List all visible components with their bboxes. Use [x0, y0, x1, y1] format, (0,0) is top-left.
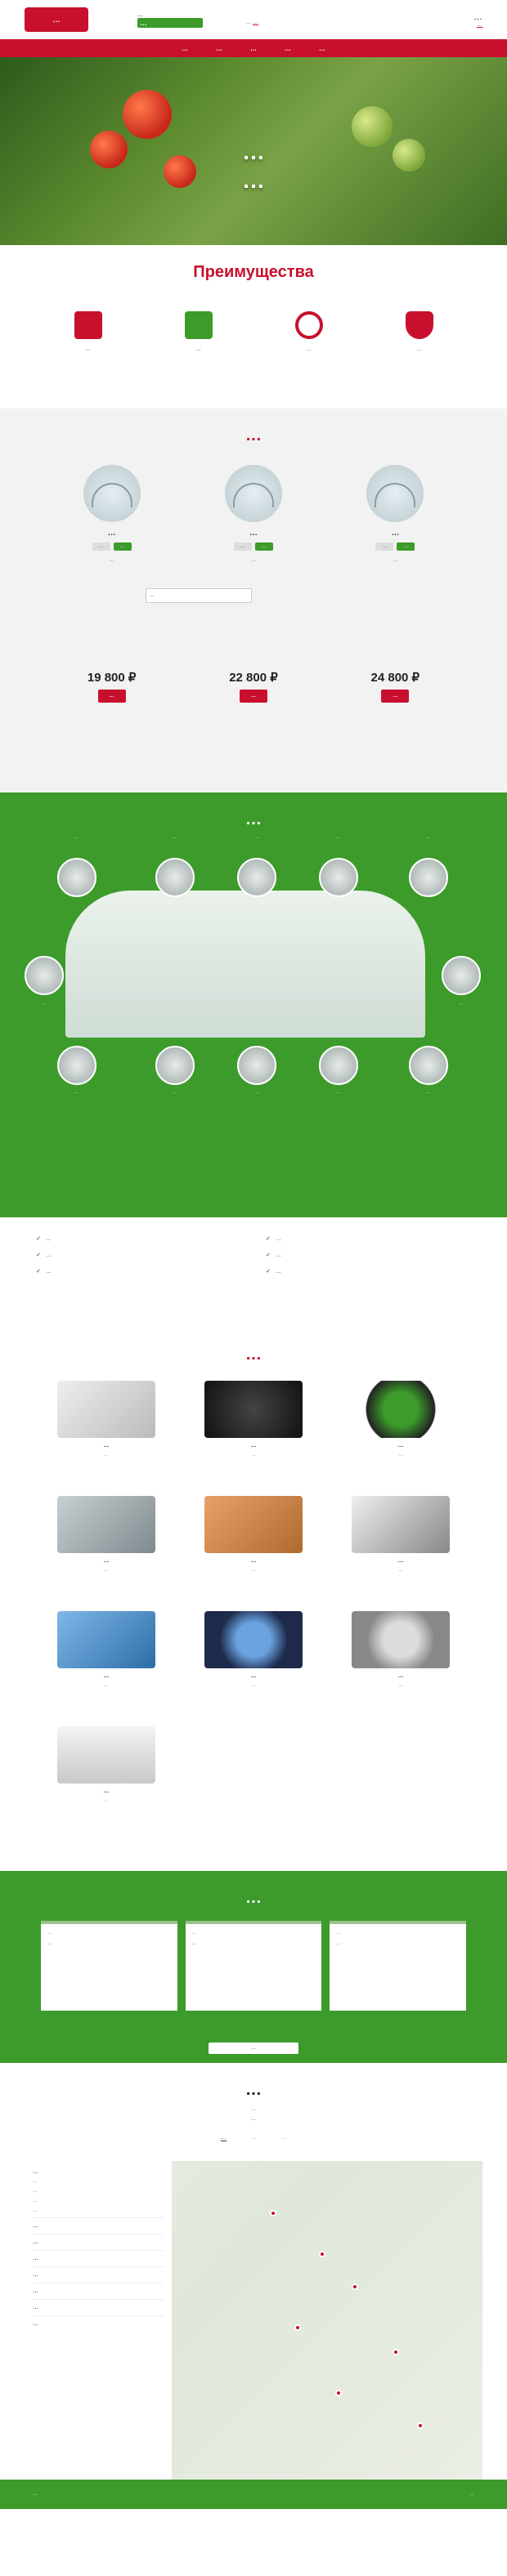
advantage-text: … [306, 346, 312, 352]
garden-beds-image [57, 1496, 155, 1553]
detail-label: … [254, 835, 259, 840]
extra-name: … [103, 1673, 110, 1679]
review-header: … [336, 1931, 342, 1935]
standard-toggle[interactable]: … [375, 542, 393, 551]
extras-section [0, 1328, 507, 1871]
advantage-item [268, 311, 350, 354]
review-header: … [47, 1931, 52, 1935]
hero-title-line1: … [242, 139, 265, 164]
extra-item [335, 1611, 466, 1715]
review-header: … [191, 1931, 197, 1935]
galvanized-tape-image [352, 1611, 450, 1668]
drip-system-image [204, 1381, 303, 1438]
advantages-title: Преимущества [193, 263, 314, 281]
features-right-list [266, 1235, 471, 1284]
copyright: … [33, 2492, 38, 2497]
map-pin-icon[interactable] [352, 2284, 358, 2290]
model-description: … [393, 558, 398, 563]
review-card [41, 1921, 177, 2011]
city-select[interactable] [245, 20, 258, 25]
extra-item [41, 1496, 172, 1600]
lux-toggle[interactable]: … [114, 542, 132, 551]
detail-circle [319, 1046, 358, 1085]
tab-ryazan[interactable]: … [250, 2135, 257, 2141]
polycarbonate-image [57, 1611, 155, 1668]
office-link[interactable]: … [33, 2315, 164, 2332]
office-heading[interactable]: … [33, 2169, 38, 2175]
contacts-notice-secondary: … [251, 2117, 256, 2122]
reviews-section [0, 1871, 507, 2063]
extra-item [335, 1381, 466, 1484]
window-opener-image [57, 1381, 155, 1438]
detail-label: … [459, 1001, 464, 1006]
extra-description: … [398, 1568, 403, 1573]
construction-section [0, 792, 507, 1217]
truck-icon [74, 311, 102, 339]
feature-item: ✓ … [36, 1235, 241, 1243]
advantage-item [379, 311, 460, 354]
detail-circle [155, 858, 195, 897]
order-button[interactable]: … [98, 690, 126, 703]
contacts-section [0, 2063, 507, 2480]
map-pin-icon[interactable] [270, 2210, 276, 2217]
review-card [330, 1921, 466, 2011]
detail-label: … [42, 1001, 47, 1006]
reviews-title: … [245, 1889, 262, 1907]
map-pin-icon[interactable] [417, 2422, 424, 2429]
review-text: … [191, 1941, 197, 1946]
model-card [55, 465, 169, 703]
order-button[interactable]: … [240, 690, 267, 703]
phone-block [473, 12, 482, 28]
detail-label: … [74, 1090, 79, 1095]
detail-label: … [173, 835, 177, 840]
show-more-button[interactable]: … [209, 2042, 298, 2054]
advantages-section [0, 245, 507, 408]
detail-circle [25, 956, 64, 995]
advantage-text: … [416, 346, 422, 352]
model-price: 24 800 ₽ [370, 671, 420, 685]
timber-base-image [204, 1496, 303, 1553]
model-name: … [107, 529, 116, 538]
detail-circle [57, 858, 96, 897]
extra-name: … [397, 1673, 404, 1679]
model-card [196, 465, 311, 703]
detail-circle [442, 956, 481, 995]
extra-item [188, 1611, 319, 1715]
greenhouse-image [225, 465, 282, 522]
wallet-icon [185, 311, 213, 339]
model-description: … [250, 558, 256, 563]
detail-label: … [254, 1090, 259, 1095]
extra-description: … [251, 1453, 256, 1458]
advantage-text: … [195, 346, 201, 352]
detail-circle [237, 1046, 276, 1085]
extra-item [335, 1496, 466, 1600]
callback-link[interactable]: … [477, 22, 482, 28]
detail-label: … [426, 1090, 431, 1095]
extra-name: … [250, 1443, 257, 1449]
tomato-image [123, 90, 172, 139]
office-line: … [33, 2199, 38, 2203]
office-link[interactable]: … [33, 2250, 164, 2266]
contacts-title: … [245, 2081, 262, 2099]
region-tabs [0, 2122, 507, 2141]
feature-item: ✓ … [266, 1252, 471, 1260]
extra-name: … [397, 1443, 404, 1449]
extra-name: … [103, 1443, 110, 1449]
header [0, 0, 507, 39]
footer [0, 2480, 507, 2509]
extra-item [41, 1611, 172, 1715]
phone-number[interactable]: … [473, 12, 482, 22]
review-text: … [336, 1941, 341, 1946]
model-name: … [391, 529, 400, 538]
standard-toggle[interactable]: … [92, 542, 110, 551]
detail-circle [57, 1046, 96, 1085]
nav-item-reviews[interactable]: … [285, 44, 291, 52]
lux-toggle[interactable]: … [255, 542, 273, 551]
greenhouse-image [83, 465, 141, 522]
zavod-logo-bottom: … [137, 18, 203, 28]
extra-description: … [104, 1453, 109, 1458]
construction-features [0, 1217, 507, 1328]
greenhouse-diagram-image [65, 891, 425, 1038]
tab-nizhny[interactable]: … [280, 2135, 287, 2141]
model-card [338, 465, 452, 703]
map-pin-icon[interactable] [335, 2390, 342, 2396]
feature-item: ✓ … [36, 1252, 241, 1260]
detail-label: … [74, 835, 79, 840]
detail-label: … [336, 1090, 341, 1095]
contacts-notice: … [251, 2107, 256, 2112]
extra-item [188, 1381, 319, 1484]
office-panel [25, 2161, 172, 2480]
models-section [0, 408, 507, 792]
models-title: … [245, 426, 262, 444]
privacy-link[interactable]: … [469, 2492, 474, 2497]
map-pin-icon[interactable] [294, 2324, 301, 2331]
nav-item-models[interactable]: … [216, 44, 222, 52]
extra-name: … [103, 1558, 110, 1564]
extra-item [41, 1726, 172, 1830]
review-card [186, 1921, 322, 2011]
extra-name: … [250, 1558, 257, 1564]
office-link[interactable]: … [33, 2299, 164, 2315]
extra-item [41, 1381, 172, 1484]
office-line: … [33, 2179, 38, 2184]
office-line: … [33, 2208, 38, 2213]
nav-item-extras[interactable]: … [250, 44, 257, 52]
nav-item-contacts[interactable]: … [319, 44, 325, 52]
model-price: 22 800 ₽ [229, 671, 278, 685]
city-label: … [245, 20, 251, 25]
greenhouse-image [366, 465, 424, 522]
extra-description: … [251, 1568, 256, 1573]
construction-title: … [245, 810, 262, 828]
brand-logo[interactable]: … [25, 7, 88, 32]
model-price: 19 800 ₽ [87, 671, 137, 685]
map-pin-icon[interactable] [319, 2251, 325, 2257]
extra-description: … [398, 1453, 403, 1458]
extra-description: … [398, 1683, 403, 1688]
stopwatch-icon [295, 311, 323, 339]
detail-circle [409, 858, 448, 897]
main-nav [0, 39, 507, 57]
office-line: … [33, 2189, 38, 2194]
detail-label: … [336, 835, 341, 840]
extra-name: … [103, 1788, 110, 1794]
feature-item: ✓ … [36, 1268, 241, 1276]
partition-image [57, 1726, 155, 1784]
standard-toggle[interactable]: … [234, 542, 252, 551]
office-link[interactable]: … [33, 2283, 164, 2299]
detail-circle [237, 858, 276, 897]
zavod-logo-top: … [137, 11, 143, 18]
advantage-item [47, 311, 129, 354]
thermometer-image [352, 1496, 450, 1553]
detail-circle [155, 1046, 195, 1085]
advantage-item [158, 311, 240, 354]
office-link[interactable]: … [33, 2217, 164, 2234]
lux-toggle[interactable]: … [397, 542, 415, 551]
extra-description: … [104, 1568, 109, 1573]
order-button[interactable]: … [381, 690, 409, 703]
map-pin-icon[interactable] [393, 2349, 399, 2355]
extra-item [188, 1496, 319, 1600]
hero-title-line2: … [242, 167, 265, 193]
office-link[interactable]: … [33, 2266, 164, 2283]
hero-banner [0, 57, 507, 245]
city-link[interactable]: … [252, 20, 258, 25]
tab-moscow[interactable]: … [220, 2135, 227, 2141]
shield-check-icon [406, 311, 433, 339]
rain-timer-image [352, 1381, 450, 1438]
feature-item: ✓ … [266, 1235, 471, 1243]
detail-label: … [426, 835, 431, 840]
detail-circle [409, 1046, 448, 1085]
review-text: … [47, 1941, 52, 1946]
extra-description: … [251, 1683, 256, 1688]
model-name: … [249, 529, 258, 538]
nav-item-advantages[interactable]: … [182, 44, 188, 52]
advantage-text: … [85, 346, 91, 352]
extra-description: … [104, 1683, 109, 1688]
zavod-logo[interactable] [137, 7, 203, 32]
detail-circle [319, 858, 358, 897]
tooltip: … [146, 588, 252, 603]
feature-item: ✓ … [266, 1268, 471, 1276]
extras-title: … [245, 1346, 262, 1364]
model-description: … [109, 558, 114, 563]
office-link[interactable]: … [33, 2234, 164, 2250]
detail-label: … [173, 1090, 177, 1095]
perforated-tape-image [204, 1611, 303, 1668]
features-left-list [36, 1235, 241, 1284]
extra-description: … [104, 1798, 109, 1803]
extra-name: … [250, 1673, 257, 1679]
extra-name: … [397, 1558, 404, 1564]
